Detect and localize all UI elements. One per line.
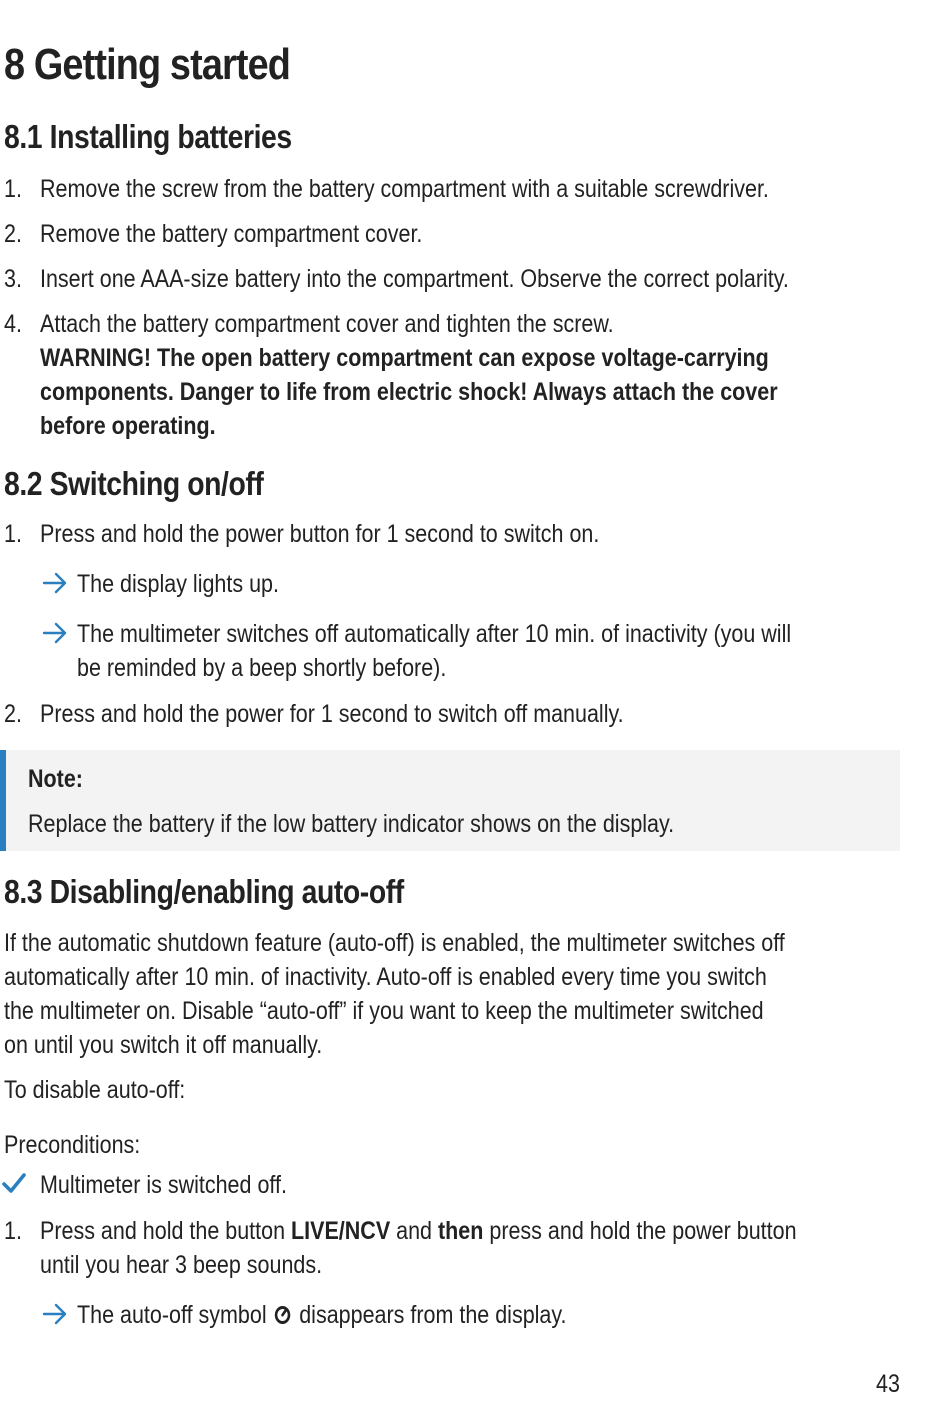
section-heading-switching: 8.2 Switching on/off	[4, 465, 264, 502]
step-text: Insert one AAA-size battery into the compartment. Observe the correct polarity.	[40, 265, 789, 293]
step-text: until you hear 3 beep sounds.	[40, 1251, 323, 1279]
step-text: Press and hold the power button for 1 second to switch on.	[40, 520, 600, 548]
arrow-right-icon	[42, 1302, 68, 1326]
result-text: be reminded by a beep shortly before).	[77, 654, 447, 682]
step-number: 1.	[4, 520, 22, 548]
live-ncv-button-name: LIVE/NCV	[291, 1217, 391, 1245]
warning-text: components. Danger to life from electric shock! Always attach the cover	[40, 378, 778, 406]
arrow-right-icon	[42, 621, 68, 645]
note-text: Replace the battery if the low battery indicator shows on the display.	[28, 810, 675, 838]
step-text: Press and hold the power for 1 second to switch off manually.	[40, 700, 624, 728]
step-number: 1.	[4, 1217, 22, 1245]
preconditions-label: Preconditions:	[4, 1131, 141, 1159]
check-icon	[2, 1172, 26, 1194]
section-heading-installing-batteries: 8.1 Installing batteries	[4, 118, 292, 155]
to-disable-label: To disable auto-off:	[4, 1076, 186, 1104]
precondition-item: Multimeter is switched off.	[40, 1171, 287, 1199]
warning-text: WARNING! The open battery compartment can expose voltage-carrying	[40, 344, 769, 372]
page-title: 8 Getting started	[4, 40, 291, 89]
step-text: Remove the battery compartment cover.	[40, 220, 423, 248]
step-number: 3.	[4, 265, 22, 293]
section-heading-auto-off: 8.3 Disabling/enabling auto-off	[4, 873, 404, 910]
note-label: Note:	[28, 765, 83, 793]
step-emphasis: then	[437, 1217, 484, 1245]
paragraph-line: If the automatic shutdown feature (auto-off) is enabled, the multimeter switches off	[4, 929, 785, 957]
warning-text: before operating.	[40, 412, 216, 440]
step-number: 4.	[4, 310, 22, 338]
auto-off-icon	[274, 1300, 291, 1320]
result-text-part: disappears from the display.	[299, 1301, 567, 1329]
step-text	[40, 1214, 797, 1248]
paragraph-line: the multimeter on. Disable “auto-off” if you want to keep the multimeter switched	[4, 997, 764, 1025]
arrow-right-icon	[42, 571, 68, 595]
result-text	[77, 1298, 567, 1332]
step-text-part: Press and hold the button	[40, 1217, 292, 1245]
page-number: 43	[876, 1370, 900, 1398]
result-text: The display lights up.	[77, 570, 279, 598]
step-number: 2.	[4, 220, 22, 248]
result-text: The multimeter switches off automatically after 10 min. of inactivity (you will	[77, 620, 792, 648]
step-text: Attach the battery compartment cover and tighten the screw.	[40, 310, 614, 338]
step-text: Remove the screw from the battery compartment with a suitable screwdriver.	[40, 175, 769, 203]
step-number: 2.	[4, 700, 22, 728]
paragraph-line: automatically after 10 min. of inactivity. Auto-off is enabled every time you switch	[4, 963, 767, 991]
result-text-part: The auto-off symbol	[77, 1301, 267, 1329]
paragraph-line: on until you switch it off manually.	[4, 1031, 323, 1059]
step-text-part: press and hold the power button	[483, 1217, 797, 1245]
step-number: 1.	[4, 175, 22, 203]
step-text-part: and	[390, 1217, 438, 1245]
